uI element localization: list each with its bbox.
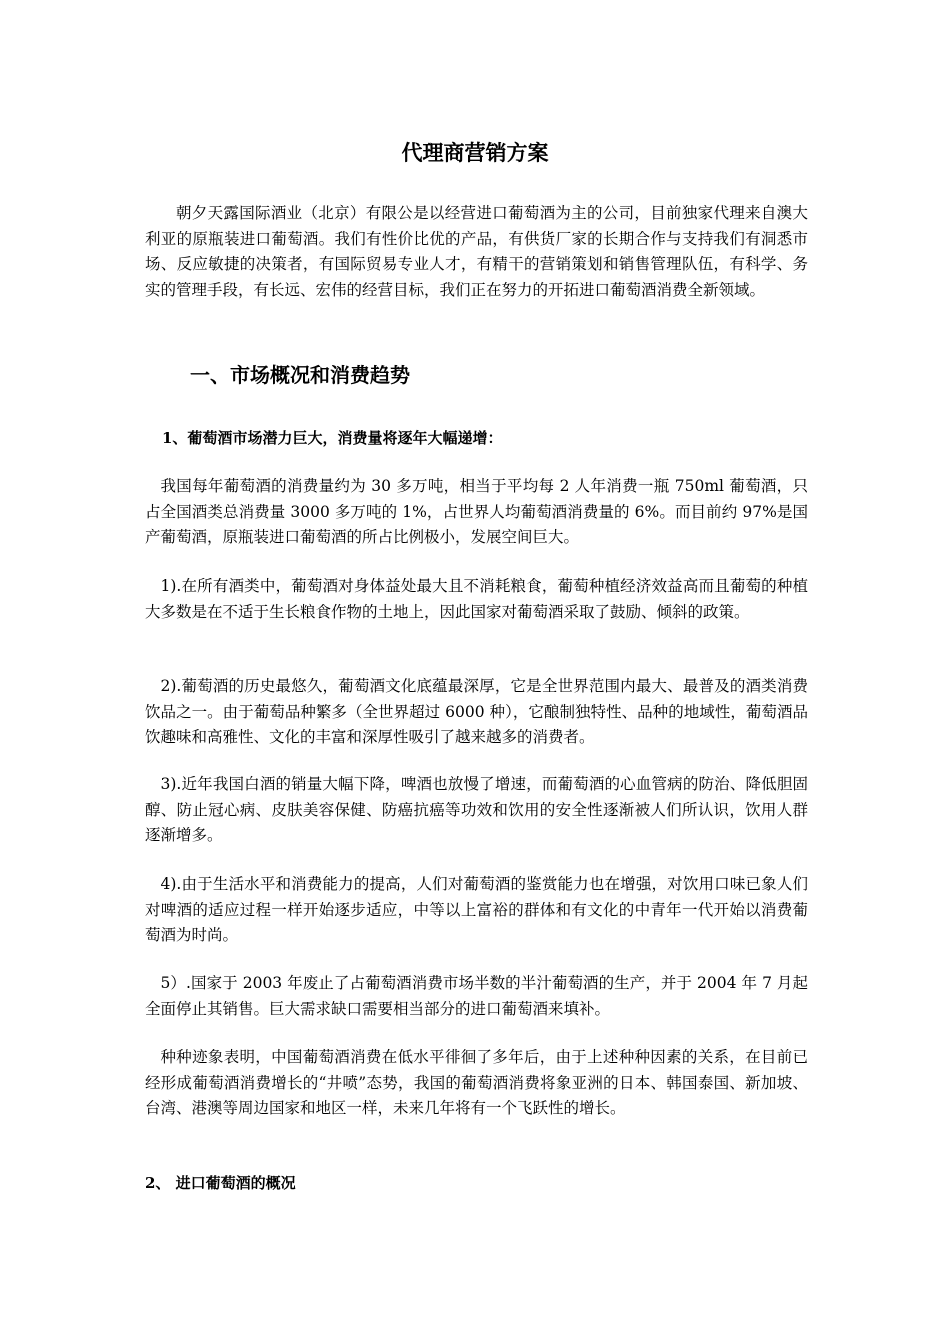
paragraph-point-5: 5）.国家于 2003 年废止了占葡萄酒消费市场半数的半汁葡萄酒的生产，并于 2004 年 7 月起全面停止其销售。巨大需求缺口需要相当部分的进口葡萄酒来填补。 — [145, 974, 808, 1018]
paragraph-point-4: 4).由于生活水平和消费能力的提高，人们对葡萄酒的鉴赏能力也在增强，对饮用口味已象人们对啤酒的适应过程一样开始逐步适应，中等以上富裕的群体和有文化的中青年一代开始以消费葡萄酒为时尚。 — [145, 875, 808, 944]
paragraph-point-2: 2).葡萄酒的历史最悠久，葡萄酒文化底蕴最深厚，它是全世界范围内最大、最普及的酒类消费饮品之一。由于葡萄品种繁多（全世界超过 6000 种），它酿制独特性、品种的地域性，葡萄酒品饮趣味和高雅性、文化的丰富和深厚性吸引了越来越多的消费者。 — [145, 677, 808, 746]
paragraph-summary: 种种迹象表明，中国葡萄酒消费在低水平徘徊了多年后，由于上述种种因素的关系，在目前已经形成葡萄酒消费增长的“井喷”态势，我国的葡萄酒消费将象亚洲的日本、韩国泰国、新加坡、台湾、港澳等周边国家和地区一样，未来几年将有一个飞跃性的增长。 — [145, 1048, 808, 1117]
intro-paragraph: 朝夕天露国际酒业（北京）有限公是以经营进口葡萄酒为主的公司，目前独家代理来自澳大利亚的原瓶装进口葡萄酒。我们有性价比优的产品，有供货厂家的长期合作与支持我们有洞悉市场、反应敏捷的决策者，有国际贸易专业人才，有精干的营销策划和销售管理队伍，有科学、务实的管理手段，有长远、宏伟的经营目标，我们正在努力的开拓进口葡萄酒消费全新领域。 — [145, 204, 808, 299]
paragraph-point-1: 1).在所有酒类中，葡萄酒对身体益处最大且不消耗粮食，葡萄种植经济效益高而且葡萄的种植大多数是在不适于生长粮食作物的土地上，因此国家对葡萄酒采取了鼓励、倾斜的政策。 — [145, 577, 808, 621]
subheading-market-potential: 1、葡萄酒市场潜力巨大，消费量将逐年大幅递增： — [162, 429, 503, 447]
paragraph-point-3: 3).近年我国白酒的销量大幅下降，啤酒也放慢了增速，而葡萄酒的心血管病的防治、降低胆固醇、防止冠心病、皮肤美容保健、防癌抗癌等功效和饮用的安全性逐渐被人们所认识，饮用人群逐渐增多。 — [145, 775, 808, 844]
subheading-imported-wine-overview: 2、 进口葡萄酒的概况 — [145, 1174, 296, 1192]
document-title: 代理商营销方案 — [401, 140, 549, 165]
paragraph-consumption: 我国每年葡萄酒的消费量约为 30 多万吨，相当于平均每 2 人年消费一瓶 750ml 葡萄酒，只占全国酒类总消费量 3000 多万吨的 1%，占世界人均葡萄酒消费量的 6%。而目前约 97%是国产葡萄酒，原瓶装进口葡萄酒的所占比例极小，发展空间巨大。 — [145, 477, 808, 546]
section-heading-market-overview: 一、市场概况和消费趋势 — [190, 363, 410, 387]
